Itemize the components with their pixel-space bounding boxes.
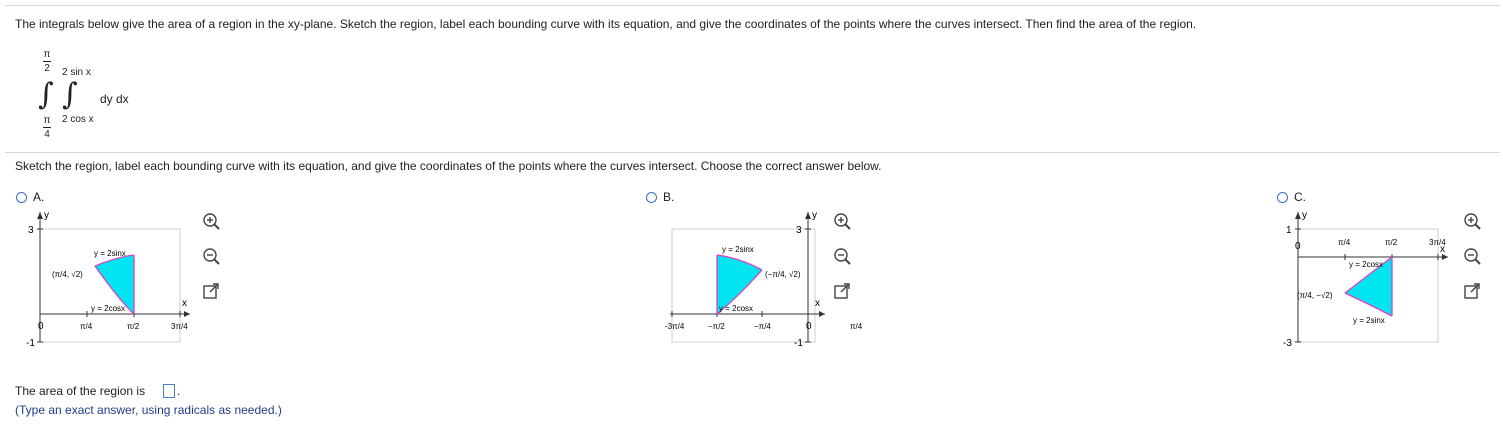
section-divider: [5, 152, 1500, 153]
answer-label: The area of the region is: [15, 384, 146, 398]
option-b-radio[interactable]: [646, 190, 674, 204]
popout-icon[interactable]: [832, 281, 852, 301]
y-axis-label: y: [44, 210, 49, 221]
popout-icon[interactable]: [1462, 281, 1482, 301]
x-tick-label: 3π/4: [1429, 238, 1446, 247]
option-letter: C.: [1294, 190, 1306, 204]
y-axis-label: y: [1302, 210, 1307, 221]
x-tick-label: −3π/4: [665, 322, 685, 331]
zoom-out-icon[interactable]: [201, 246, 221, 266]
y-axis-arrow: [805, 212, 811, 219]
x-tick-label: π/4: [1338, 238, 1351, 247]
x-tick-label: π/4: [80, 322, 93, 331]
curve-label-bottom: y = 2cosx: [91, 304, 126, 313]
zoom-in-icon[interactable]: [832, 211, 852, 231]
zoom-in-icon[interactable]: [1462, 211, 1482, 231]
x-axis-label: x: [1440, 244, 1445, 255]
outer-integral-sign: ∫: [38, 77, 54, 112]
x-tick-label: 0: [806, 321, 812, 332]
zoom-out-icon[interactable]: [832, 246, 852, 266]
zoom-out-icon[interactable]: [1462, 246, 1482, 266]
graph-c-svg: [1283, 208, 1463, 353]
question-prompt: Sketch the region, label each bounding curve with its equation, and give the coordinates of the points where the curves intersect. Choose the correct answer below.: [15, 159, 882, 173]
intersection-point-label: (−π/4, √2): [765, 270, 801, 279]
answer-suffix: .: [177, 384, 181, 398]
top-divider: [5, 5, 1500, 6]
option-letter: A.: [33, 190, 45, 204]
outer-upper-limit: π 2: [43, 49, 51, 74]
zoom-out-icon[interactable]: [832, 246, 852, 266]
x-tick-label: π/2: [127, 322, 140, 331]
x-axis-label: x: [182, 298, 187, 309]
zoom-out-icon[interactable]: [1462, 246, 1482, 266]
x-axis-label: x: [815, 298, 820, 309]
y-tick-label: -3: [1283, 338, 1292, 349]
y-axis-arrow: [37, 212, 43, 219]
curve-label-top: y = 2sinx: [722, 245, 754, 254]
zoom-in-icon[interactable]: [1462, 211, 1482, 231]
popout-icon[interactable]: [1462, 281, 1482, 301]
answer-hint: (Type an exact answer, using radicals as needed.): [15, 403, 282, 417]
x-tick-label: 0: [1295, 241, 1301, 252]
popout-icon[interactable]: [201, 281, 221, 301]
option-letter: B.: [663, 190, 675, 204]
x-tick-label: −π/4: [754, 322, 771, 331]
option-a-radio[interactable]: [16, 190, 44, 204]
inner-lower-limit: 2 cos x: [62, 114, 94, 125]
x-axis-arrow: [184, 311, 190, 317]
y-axis-label: y: [812, 210, 817, 221]
area-answer-input[interactable]: [163, 384, 175, 398]
y-tick-label: -1: [26, 338, 35, 349]
curve-label-top: y = 2sinx: [94, 249, 126, 258]
intersection-point-label: (π/4, √2): [52, 270, 83, 279]
radio-circle[interactable]: [1277, 192, 1288, 203]
x-tick-label: π/4: [850, 322, 863, 331]
x-tick-label: 3π/4: [171, 322, 188, 331]
y-axis-arrow: [1295, 212, 1301, 219]
popout-icon[interactable]: [201, 281, 221, 301]
popout-icon[interactable]: [832, 281, 852, 301]
x-tick-label: π/2: [1385, 238, 1398, 247]
intersection-point-label: (π/4, −√2): [1297, 291, 1333, 300]
option-c-graph: [1283, 208, 1463, 353]
curve-label-bottom: y = 2cosx: [719, 304, 754, 313]
graph-a-svg: [25, 208, 205, 353]
curve-label-bottom: y = 2sinx: [1353, 316, 1385, 325]
y-tick-label: -1: [794, 338, 803, 349]
y-tick-label: 3: [796, 225, 802, 236]
x-tick-label: 0: [38, 321, 44, 332]
option-a-graph: [25, 208, 205, 353]
x-tick-label: −π/2: [708, 322, 725, 331]
inner-integral-sign: ∫: [62, 77, 78, 112]
option-c-radio[interactable]: [1277, 190, 1306, 204]
zoom-out-icon[interactable]: [201, 246, 221, 266]
inner-upper-limit: 2 sin x: [62, 67, 91, 78]
x-axis-arrow: [819, 311, 825, 317]
curve-label-top: y = 2cosx: [1349, 260, 1384, 269]
y-tick-label: 1: [1286, 225, 1292, 236]
radio-circle[interactable]: [646, 192, 657, 203]
y-tick-label: 3: [28, 225, 34, 236]
integrand: dy dx: [100, 92, 129, 106]
outer-lower-limit: π 4: [43, 115, 51, 140]
zoom-in-icon[interactable]: [201, 211, 221, 231]
zoom-in-icon[interactable]: [201, 211, 221, 231]
problem-statement: The integrals below give the area of a region in the xy-plane. Sketch the region, label each bounding curve with its equation, and give the coordinates of the points where the curves intersect. Then find the area of the region.: [15, 17, 1197, 31]
zoom-in-icon[interactable]: [832, 211, 852, 231]
radio-circle[interactable]: [16, 192, 27, 203]
